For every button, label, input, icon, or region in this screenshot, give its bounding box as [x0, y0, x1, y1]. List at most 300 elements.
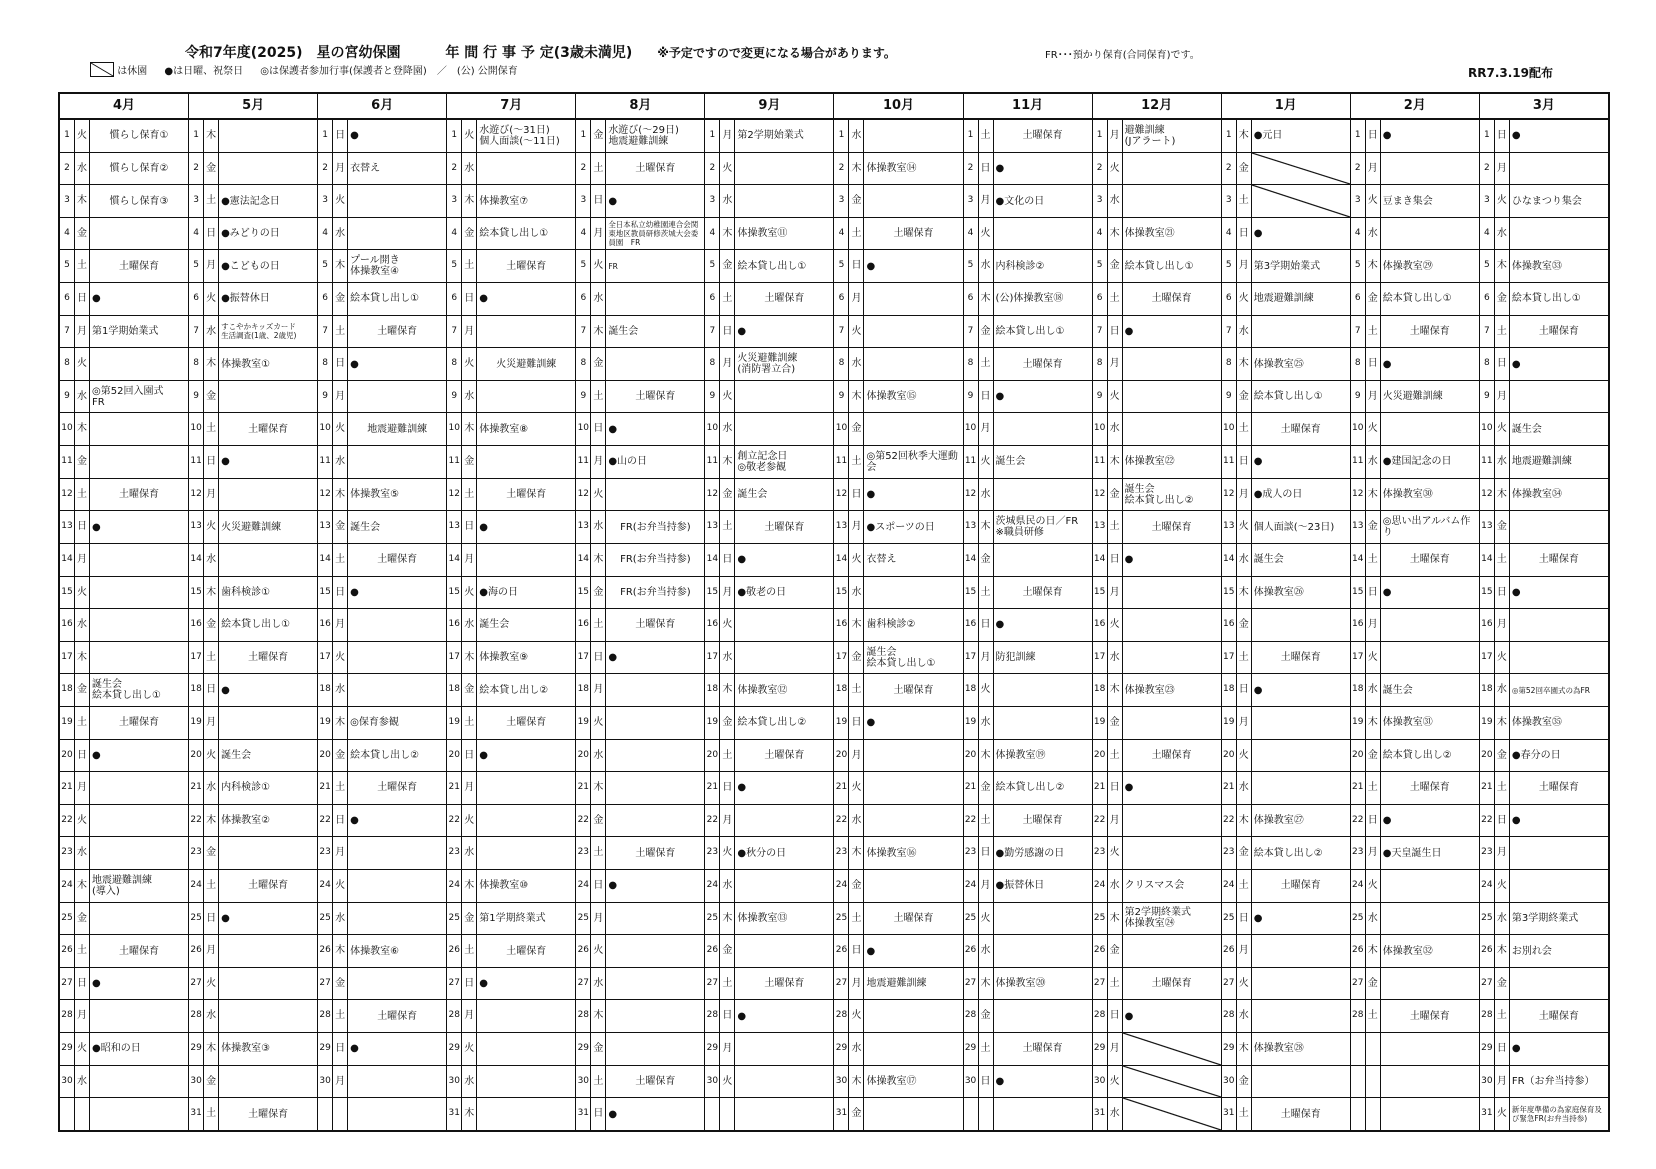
weekday: 水 — [75, 153, 90, 185]
weekday: 火 — [75, 348, 90, 380]
day-row — [189, 642, 317, 675]
day-row — [318, 674, 446, 707]
event-text: 土曜保育 — [1280, 1108, 1321, 1120]
weekday: 火 — [1108, 837, 1123, 869]
event-text — [864, 316, 962, 348]
weekday: 月 — [849, 283, 864, 315]
day-number: 5 — [318, 250, 333, 282]
day-number: 18 — [189, 674, 204, 706]
day-number: 27 — [705, 968, 720, 1000]
day-row — [1480, 479, 1608, 512]
day-row — [576, 935, 704, 968]
event-text: ● — [866, 260, 876, 272]
weekday: 月 — [1108, 805, 1123, 837]
day-number: 21 — [705, 772, 720, 804]
day-number: 15 — [189, 577, 204, 609]
weekday: 月 — [75, 544, 90, 576]
event-text — [864, 120, 962, 152]
weekday: 水 — [720, 642, 735, 674]
event-text: ● — [1124, 325, 1134, 337]
event-text: 内科検診① — [221, 782, 271, 794]
day-number: 22 — [834, 805, 849, 837]
event-text — [477, 1000, 575, 1032]
weekday: 水 — [720, 870, 735, 902]
weekday: 日 — [75, 283, 90, 315]
event-text: 豆まき集会 — [1382, 195, 1433, 207]
day-number: 12 — [1093, 479, 1108, 511]
day-row — [189, 968, 317, 1001]
event-text: 体操教室⑳ — [995, 978, 1046, 990]
event-text — [994, 707, 1092, 739]
event-text — [1252, 772, 1350, 804]
weekday: 木 — [1237, 348, 1252, 380]
event-text: ● — [995, 391, 1005, 403]
weekday: 日 — [75, 968, 90, 1000]
event-text: ● — [1382, 130, 1392, 142]
day-number: 12 — [60, 479, 75, 511]
day-number: 17 — [60, 642, 75, 674]
weekday: 月 — [204, 479, 219, 511]
weekday: 土 — [333, 316, 348, 348]
event-text: ● — [1124, 782, 1134, 794]
weekday: 土 — [204, 642, 219, 674]
day-row — [189, 1098, 317, 1130]
event-text: ● — [1382, 586, 1392, 598]
event-text: 体操教室⑤ — [350, 489, 400, 500]
day-number: 30 — [447, 1066, 462, 1098]
event-text: プール開き 体操教室④ — [350, 255, 400, 278]
event-text — [1510, 218, 1608, 250]
day-row — [576, 544, 704, 577]
day-row — [1351, 413, 1479, 446]
day-row — [576, 348, 704, 381]
day-number: 20 — [964, 740, 979, 772]
weekday: 火 — [1108, 381, 1123, 413]
day-row — [1222, 642, 1350, 675]
day-number: 10 — [1093, 413, 1108, 445]
day-row — [318, 870, 446, 903]
event-text — [864, 185, 962, 217]
event-text: 絵本貸し出し② — [1382, 749, 1452, 761]
event-text — [1123, 805, 1221, 837]
weekday: 土 — [1495, 544, 1510, 576]
event-text: 土曜保育 — [248, 652, 289, 664]
month-column — [188, 94, 317, 1130]
event-text: 土曜保育 — [1409, 325, 1450, 337]
weekday: 日 — [1495, 805, 1510, 837]
day-number: 8 — [1480, 348, 1495, 380]
day-row — [705, 837, 833, 870]
day-row — [834, 283, 962, 316]
weekday: 日 — [75, 511, 90, 543]
weekday: 土 — [1366, 316, 1381, 348]
day-number: 24 — [576, 870, 591, 902]
weekday: 金 — [1108, 707, 1123, 739]
event-text: ● — [350, 130, 359, 142]
day-row — [60, 1098, 188, 1130]
day-number: 22 — [1480, 805, 1495, 837]
day-row — [705, 935, 833, 968]
event-text — [477, 805, 575, 837]
weekday: 木 — [979, 511, 994, 543]
day-number: 1 — [1351, 120, 1366, 152]
event-text: 絵本貸し出し① — [737, 260, 807, 272]
day-row — [964, 446, 1092, 479]
legend — [90, 62, 532, 80]
event-text — [1381, 1066, 1479, 1098]
weekday: 火 — [1237, 968, 1252, 1000]
weekday: 金 — [462, 218, 477, 250]
day-row — [1222, 446, 1350, 479]
weekday: 水 — [462, 381, 477, 413]
day-number: 4 — [189, 218, 204, 250]
weekday: 金 — [75, 446, 90, 478]
event-text — [1381, 1033, 1479, 1065]
weekday: 月 — [333, 837, 348, 869]
day-row — [1222, 772, 1350, 805]
weekday: 月 — [1495, 1066, 1510, 1098]
event-text — [90, 837, 188, 869]
weekday: 日 — [591, 413, 606, 445]
weekday: 木 — [1366, 250, 1381, 282]
day-number: 26 — [447, 935, 462, 967]
event-text: 内科検診② — [995, 260, 1045, 272]
day-row — [576, 316, 704, 349]
weekday: 月 — [1495, 837, 1510, 869]
day-number: 13 — [1093, 511, 1108, 543]
day-row — [447, 283, 575, 316]
day-number: 16 — [1480, 609, 1495, 641]
day-number: 13 — [189, 511, 204, 543]
weekday: 土 — [462, 479, 477, 511]
weekday: 月 — [591, 218, 606, 250]
event-text: 誕生会 — [1511, 423, 1542, 435]
day-row — [1480, 1000, 1608, 1033]
day-number: 24 — [318, 870, 333, 902]
day-row — [1351, 642, 1479, 675]
day-number: 3 — [447, 185, 462, 217]
weekday: 日 — [1108, 316, 1123, 348]
weekday: 金 — [204, 837, 219, 869]
day-number: 22 — [60, 805, 75, 837]
weekday: 水 — [75, 837, 90, 869]
day-row — [1351, 185, 1479, 218]
day-number: 4 — [318, 218, 333, 250]
event-text: 土曜保育 — [119, 489, 160, 500]
weekday: 木 — [462, 1098, 477, 1130]
weekday: 月 — [204, 707, 219, 739]
weekday: 日 — [1495, 577, 1510, 609]
day-number: 21 — [447, 772, 462, 804]
month-column — [575, 94, 704, 1130]
day-number: 28 — [705, 1000, 720, 1032]
day-number: 29 — [834, 1033, 849, 1065]
event-text: 体操教室⑭ — [866, 162, 917, 174]
day-number: 4 — [1093, 218, 1108, 250]
event-text: 火災避難訓練 — [221, 521, 282, 533]
event-text: ● — [608, 652, 618, 664]
event-text: 慣らし保育③ — [109, 195, 169, 207]
event-text: 火災避難訓練 — [496, 358, 557, 370]
day-row — [1351, 968, 1479, 1001]
weekday: 木 — [462, 642, 477, 674]
weekday: 水 — [591, 968, 606, 1000]
day-number: 17 — [705, 642, 720, 674]
event-text: ●昭和の日 — [92, 1043, 141, 1055]
event-text — [90, 577, 188, 609]
day-row — [189, 740, 317, 773]
weekday: 金 — [849, 642, 864, 674]
day-row — [1222, 740, 1350, 773]
event-text — [90, 903, 188, 935]
day-number: 11 — [576, 446, 591, 478]
day-number — [318, 1098, 333, 1130]
day-row — [1480, 772, 1608, 805]
day-row — [318, 1066, 446, 1099]
day-number — [60, 1098, 75, 1130]
event-text: 火災避難訓練 — [1382, 391, 1443, 403]
day-number: 31 — [576, 1098, 591, 1130]
day-row — [60, 772, 188, 805]
weekday: 金 — [591, 120, 606, 152]
day-row — [1480, 185, 1608, 218]
day-row — [318, 316, 446, 349]
day-row — [1351, 446, 1479, 479]
month-header: 11月 — [964, 94, 1092, 120]
day-row — [1093, 903, 1221, 936]
event-text — [864, 413, 962, 445]
day-row — [447, 153, 575, 186]
day-number: 27 — [964, 968, 979, 1000]
day-row — [576, 1098, 704, 1130]
event-text: 土曜保育 — [1538, 554, 1579, 566]
day-row — [1351, 250, 1479, 283]
day-number: 9 — [1351, 381, 1366, 413]
event-text: 土曜保育 — [635, 162, 676, 174]
weekday: 木 — [1237, 120, 1252, 152]
weekday: 土 — [1495, 772, 1510, 804]
day-number: 3 — [1480, 185, 1495, 217]
weekday: 火 — [1366, 642, 1381, 674]
event-text — [1252, 1000, 1350, 1032]
event-text — [1123, 707, 1221, 739]
weekday: 水 — [1366, 903, 1381, 935]
day-row — [447, 446, 575, 479]
event-text — [348, 218, 446, 250]
day-number: 8 — [447, 348, 462, 380]
weekday: 木 — [1495, 479, 1510, 511]
day-number: 29 — [189, 1033, 204, 1065]
closed-day-swatch — [90, 62, 114, 77]
event-text — [606, 1000, 704, 1032]
event-text — [735, 185, 833, 217]
day-number: 16 — [705, 609, 720, 641]
day-row — [705, 413, 833, 446]
event-text: 土曜保育 — [1022, 815, 1063, 827]
day-row — [576, 185, 704, 218]
weekday: 火 — [1495, 870, 1510, 902]
weekday: 金 — [979, 1000, 994, 1032]
day-row — [318, 185, 446, 218]
day-number: 29 — [1222, 1033, 1237, 1065]
weekday — [75, 1098, 90, 1130]
day-row — [447, 805, 575, 838]
day-row — [705, 577, 833, 610]
day-number: 15 — [1351, 577, 1366, 609]
day-number: 12 — [1351, 479, 1366, 511]
event-text: お別れ会 — [1511, 945, 1552, 957]
weekday: 日 — [849, 707, 864, 739]
weekday: 金 — [849, 870, 864, 902]
day-number: 30 — [834, 1066, 849, 1098]
weekday: 月 — [1495, 153, 1510, 185]
event-text: ●元日 — [1253, 130, 1283, 142]
event-text — [348, 446, 446, 478]
event-text: ●天皇誕生日 — [1382, 847, 1442, 859]
weekday: 月 — [333, 609, 348, 641]
weekday: 火 — [979, 903, 994, 935]
day-row — [318, 837, 446, 870]
event-text: 土曜保育 — [506, 489, 547, 500]
day-number: 24 — [1093, 870, 1108, 902]
event-text — [477, 446, 575, 478]
day-number: 10 — [964, 413, 979, 445]
day-row — [60, 707, 188, 740]
event-text: 体操教室㉜ — [1382, 945, 1433, 957]
annual-calendar — [58, 92, 1610, 1132]
day-row — [705, 903, 833, 936]
day-row — [1351, 577, 1479, 610]
day-number: 18 — [834, 674, 849, 706]
weekday: 木 — [979, 968, 994, 1000]
weekday: 金 — [204, 1066, 219, 1098]
event-text: 体操教室⑫ — [737, 684, 788, 696]
event-text: すこやかキッズカード 生活調査(1歳、2歳児) — [221, 322, 297, 341]
event-text: 体操教室㉙ — [1382, 260, 1433, 272]
title-schedule: 年 間 行 事 予 定(3歳未満児) — [445, 45, 633, 61]
event-text: 土曜保育 — [377, 1010, 418, 1022]
weekday: 日 — [1366, 348, 1381, 380]
day-row — [834, 381, 962, 414]
day-number: 23 — [834, 837, 849, 869]
day-row — [834, 316, 962, 349]
day-number: 24 — [1222, 870, 1237, 902]
event-text: ●山の日 — [608, 456, 648, 468]
event-text — [1252, 935, 1350, 967]
day-row — [1351, 674, 1479, 707]
day-number: 2 — [1480, 153, 1495, 185]
weekday — [720, 1098, 735, 1130]
day-number — [705, 1098, 720, 1130]
event-text — [735, 153, 833, 185]
day-number: 19 — [60, 707, 75, 739]
weekday: 金 — [1495, 283, 1510, 315]
day-number: 9 — [964, 381, 979, 413]
day-number: 3 — [705, 185, 720, 217]
weekday: 日 — [849, 250, 864, 282]
weekday: 火 — [720, 837, 735, 869]
day-number: 29 — [318, 1033, 333, 1065]
weekday: 土 — [849, 674, 864, 706]
event-text: 土曜保育 — [635, 391, 676, 403]
day-number: 10 — [1351, 413, 1366, 445]
event-text: 土曜保育 — [248, 880, 289, 892]
day-row — [60, 1066, 188, 1099]
weekday: 金 — [462, 903, 477, 935]
day-number: 20 — [1480, 740, 1495, 772]
event-text: FR(お弁当持参) — [620, 554, 691, 566]
event-text: ● — [221, 912, 230, 924]
weekday: 火 — [720, 609, 735, 641]
day-row — [447, 120, 575, 153]
day-number: 21 — [1351, 772, 1366, 804]
weekday: 金 — [1108, 250, 1123, 282]
weekday: 金 — [1366, 283, 1381, 315]
event-text: ● — [866, 717, 876, 729]
weekday: 土 — [979, 1033, 994, 1065]
day-number: 19 — [834, 707, 849, 739]
day-number: 3 — [189, 185, 204, 217]
day-row — [1093, 479, 1221, 512]
event-text: 誕生会 — [350, 521, 381, 533]
weekday: 木 — [1237, 577, 1252, 609]
month-header: 7月 — [447, 94, 575, 120]
weekday: 火 — [1237, 740, 1252, 772]
day-row — [1480, 642, 1608, 675]
event-text: 土曜保育 — [1409, 1010, 1450, 1022]
day-number: 20 — [576, 740, 591, 772]
day-number: 31 — [1093, 1098, 1108, 1130]
day-row — [576, 642, 704, 675]
day-number: 6 — [1480, 283, 1495, 315]
day-number: 5 — [447, 250, 462, 282]
weekday: 木 — [333, 935, 348, 967]
day-row — [1222, 805, 1350, 838]
weekday: 木 — [204, 805, 219, 837]
day-row — [1351, 153, 1479, 186]
weekday: 木 — [462, 870, 477, 902]
day-row — [705, 153, 833, 186]
weekday: 金 — [462, 674, 477, 706]
day-row — [964, 837, 1092, 870]
day-number: 23 — [189, 837, 204, 869]
weekday: 水 — [979, 935, 994, 967]
weekday: 火 — [204, 283, 219, 315]
day-row — [189, 348, 317, 381]
day-row — [705, 968, 833, 1001]
event-text: 誕生会 絵本貸し出し② — [1124, 483, 1194, 506]
event-text: 土曜保育 — [1022, 130, 1063, 142]
weekday: 日 — [333, 348, 348, 380]
day-number: 13 — [60, 511, 75, 543]
event-text — [735, 935, 833, 967]
day-row — [576, 1000, 704, 1033]
weekday: 木 — [1108, 674, 1123, 706]
weekday: 木 — [849, 837, 864, 869]
event-text — [348, 903, 446, 935]
event-text: 地震避難訓練 — [1511, 456, 1572, 468]
weekday: 金 — [849, 185, 864, 217]
day-row — [964, 479, 1092, 512]
event-text: 体操教室⑩ — [479, 880, 529, 892]
day-number: 9 — [189, 381, 204, 413]
event-text: 体操教室㉖ — [1253, 586, 1304, 598]
weekday: 火 — [1366, 185, 1381, 217]
event-text: 誕生会 — [995, 456, 1026, 468]
event-text: 地震避難訓練 — [1253, 293, 1314, 305]
day-row — [318, 283, 446, 316]
event-text — [1510, 837, 1608, 869]
